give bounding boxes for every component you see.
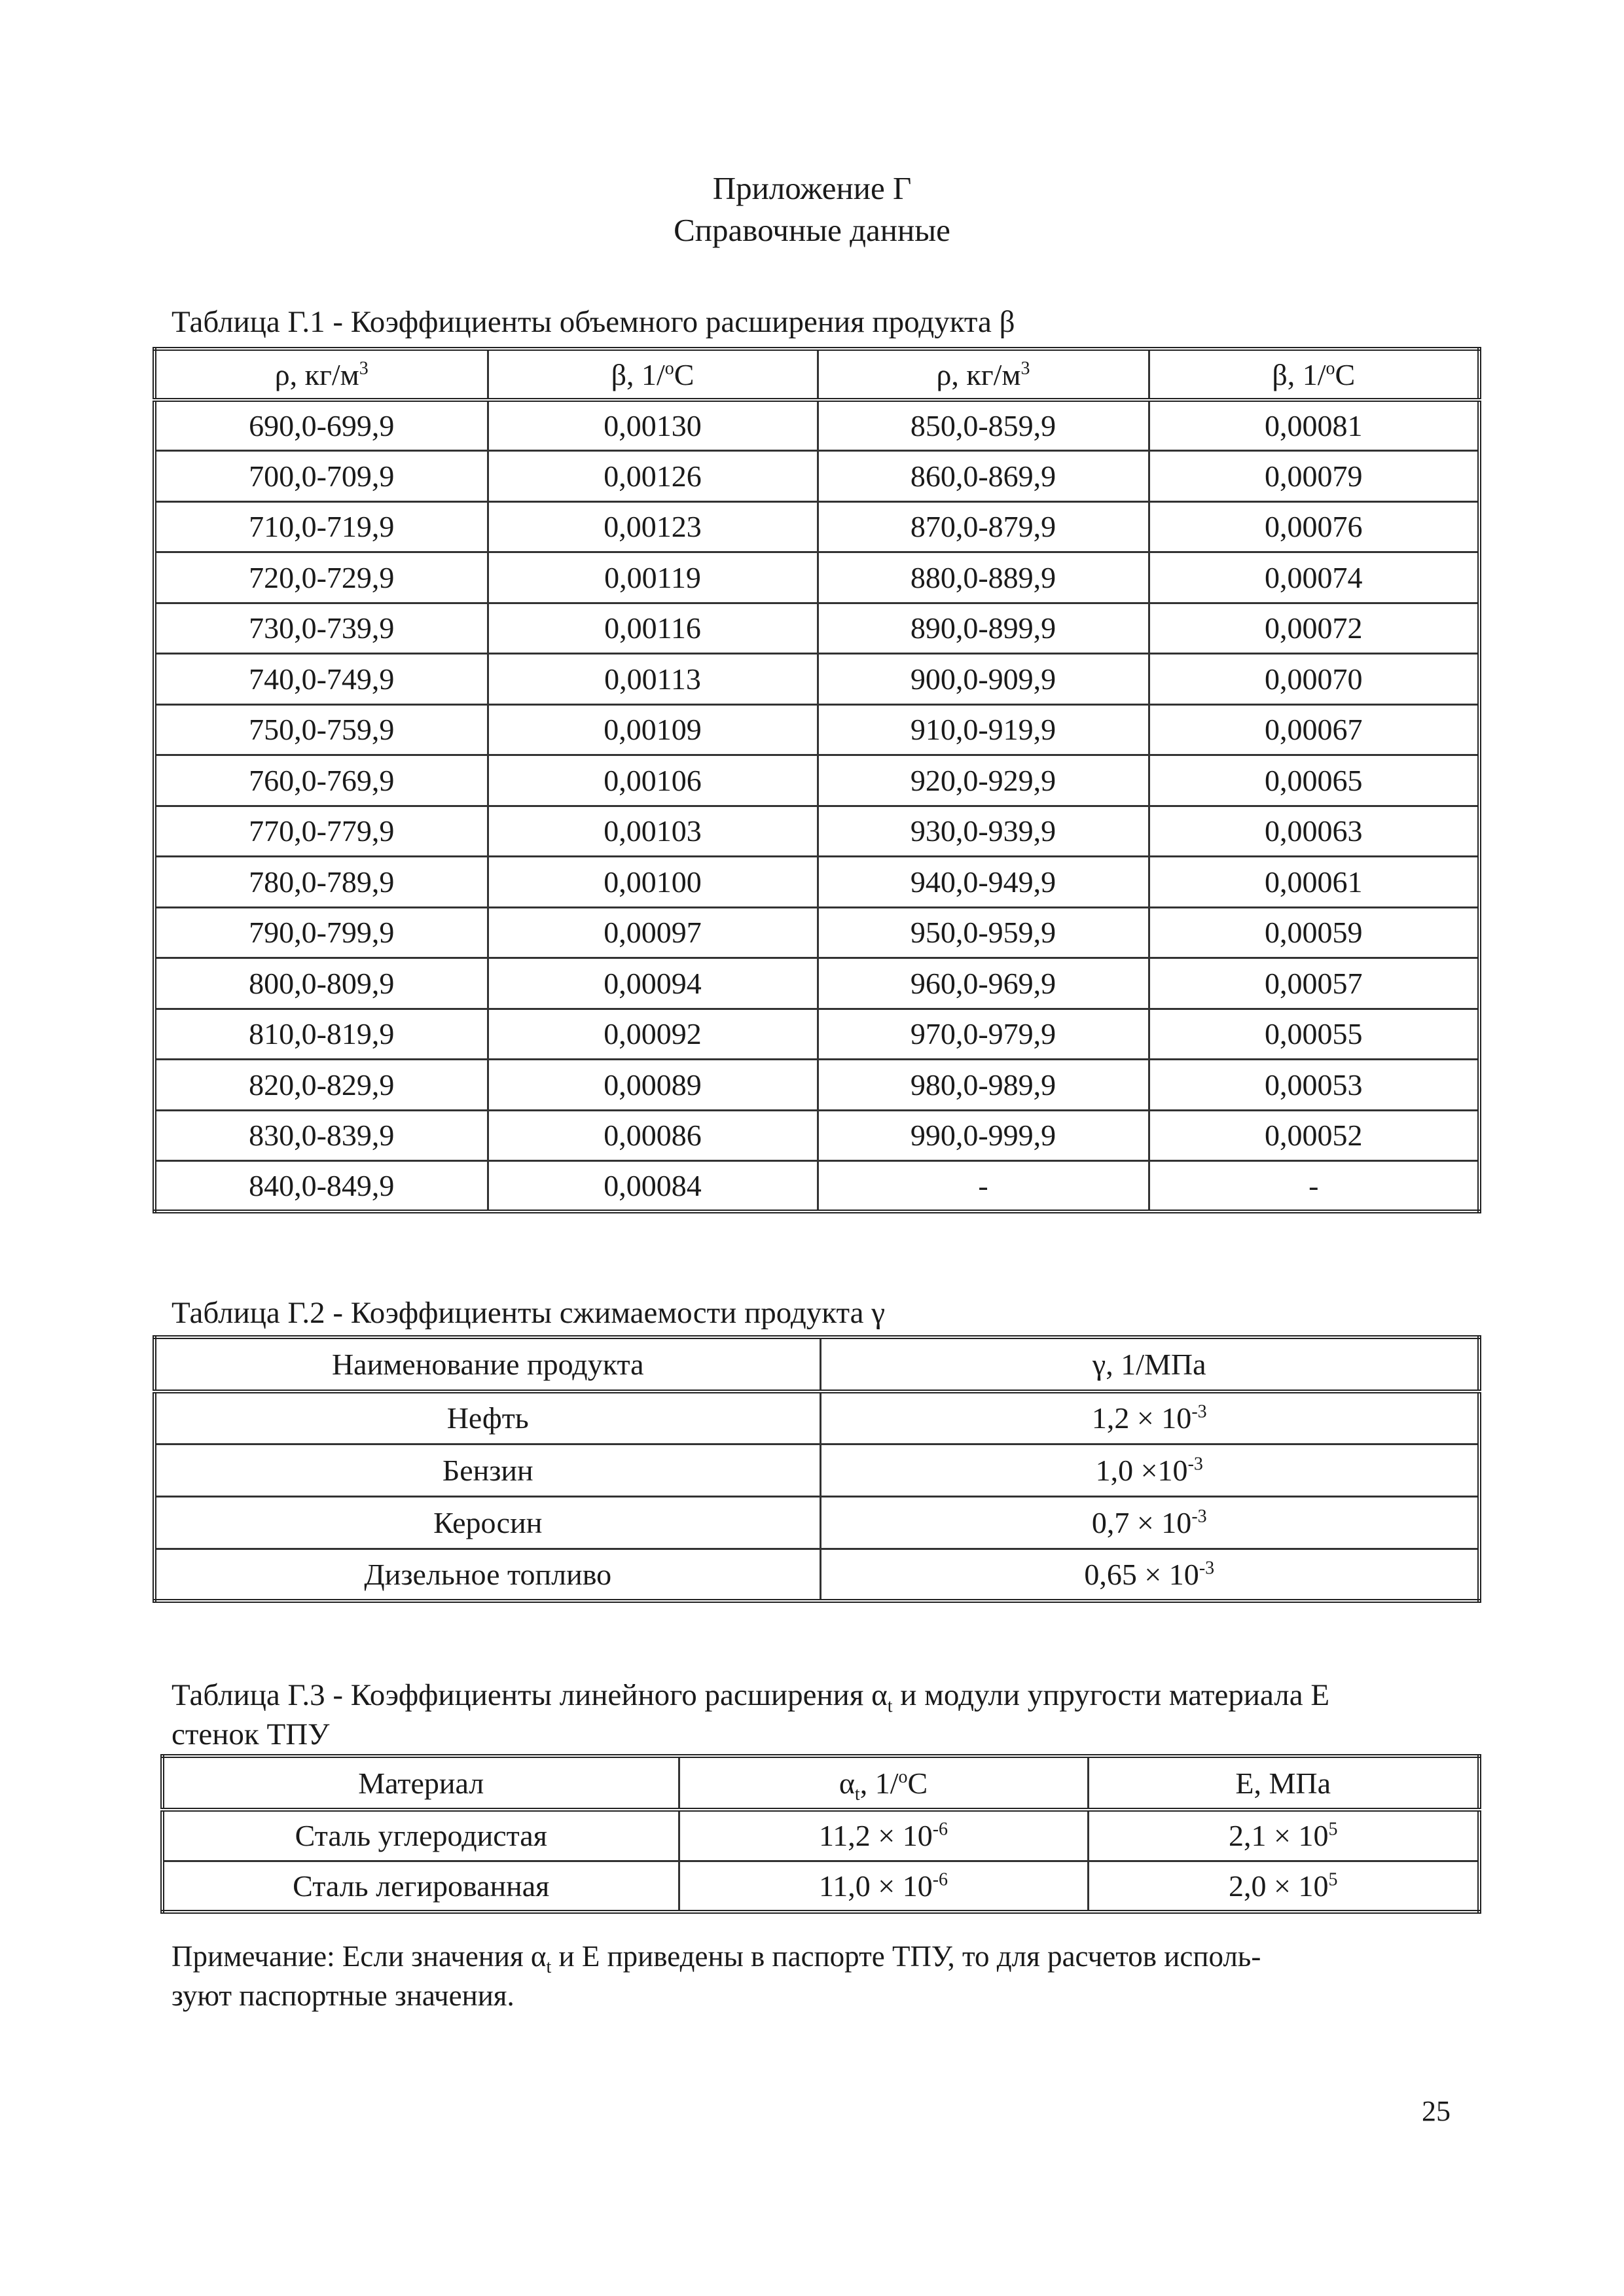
table-row <box>154 1549 1479 1601</box>
table-cell: 0,00103 <box>488 806 818 857</box>
table-cell: 810,0-819,9 <box>154 1009 488 1060</box>
cell-base: ρ, кг/м <box>936 357 1021 391</box>
table-cell: 770,0-779,9 <box>154 806 488 857</box>
table-header-row <box>162 1756 1479 1810</box>
table-row <box>154 1060 1479 1111</box>
cell-sup: -3 <box>1191 1401 1207 1422</box>
table-cell: 0,00067 <box>1149 704 1479 755</box>
table-cell: 0,00119 <box>488 552 818 603</box>
cell-sup: -3 <box>1199 1558 1215 1579</box>
table-cell <box>154 1391 820 1444</box>
table-row <box>154 704 1479 755</box>
table-cell <box>820 1549 1479 1601</box>
table-cell: 0,00116 <box>488 603 818 654</box>
cell-base: Наименование продукта <box>331 1348 644 1381</box>
table-cell: 830,0-839,9 <box>154 1110 488 1161</box>
column-header <box>162 1756 679 1810</box>
table-cell: 860,0-869,9 <box>818 451 1149 502</box>
cell-base: ρ, кг/м <box>274 357 359 391</box>
cell-base: 0,65 × 10 <box>1084 1557 1199 1591</box>
cell-base: 11,2 × 10 <box>818 1819 933 1853</box>
note-sub: t <box>546 1957 552 1977</box>
cell-base: 2,1 × 10 <box>1229 1819 1329 1853</box>
table-cell: 0,00100 <box>488 857 818 908</box>
table-cell: 0,00081 <box>1149 400 1479 451</box>
table-cell <box>820 1496 1479 1549</box>
table-cell: 0,00097 <box>488 907 818 958</box>
cell-tail: C <box>674 357 695 391</box>
cell-sub: t <box>854 1784 860 1804</box>
table-cell: 0,00126 <box>488 451 818 502</box>
table-cell: 820,0-829,9 <box>154 1060 488 1111</box>
table-row <box>154 400 1479 451</box>
table-cell: 970,0-979,9 <box>818 1009 1149 1060</box>
table-cell <box>162 1861 679 1912</box>
table-cell: - <box>818 1161 1149 1212</box>
table-cell: - <box>1149 1161 1479 1212</box>
table-cell: 760,0-769,9 <box>154 755 488 806</box>
page-number: 25 <box>1422 2095 1451 2127</box>
table-cell: 0,00052 <box>1149 1110 1479 1161</box>
table-cell <box>679 1810 1088 1861</box>
table-row <box>154 1391 1479 1444</box>
table-cell: 950,0-959,9 <box>818 907 1149 958</box>
table-cell: 0,00057 <box>1149 958 1479 1009</box>
cell-mid: , 1/ <box>859 1766 899 1800</box>
cell-base: Е, МПа <box>1235 1766 1331 1800</box>
table-row <box>154 654 1479 705</box>
table-cell <box>820 1391 1479 1444</box>
table-cell: 960,0-969,9 <box>818 958 1149 1009</box>
table2 <box>153 1335 1481 1603</box>
table-cell <box>154 1549 820 1601</box>
cell-sup: o <box>1326 358 1335 379</box>
table-cell: 0,00074 <box>1149 552 1479 603</box>
table-cell: 710,0-719,9 <box>154 501 488 552</box>
table-cell: 0,00113 <box>488 654 818 705</box>
table-cell: 940,0-949,9 <box>818 857 1149 908</box>
table-cell: 990,0-999,9 <box>818 1110 1149 1161</box>
table-cell: 0,00079 <box>1149 451 1479 502</box>
column-header <box>820 1337 1479 1391</box>
table-cell: 0,00086 <box>488 1110 818 1161</box>
note-line2: зуют паспортные значения. <box>171 1979 514 2012</box>
table-cell: 920,0-929,9 <box>818 755 1149 806</box>
table-header-row <box>154 1337 1479 1391</box>
cell-base: β, 1/ <box>1272 357 1326 391</box>
table1-caption: Таблица Г.1 - Коэффициенты объемного расширения продукта β <box>171 305 1015 339</box>
table-cell: 790,0-799,9 <box>154 907 488 958</box>
table-cell: 780,0-789,9 <box>154 857 488 908</box>
cell-base: 0,7 × 10 <box>1091 1505 1192 1539</box>
table-row <box>154 755 1479 806</box>
table-cell <box>1088 1861 1479 1912</box>
cell-sup: 3 <box>1020 358 1030 379</box>
cell-sup: 5 <box>1328 1819 1338 1840</box>
table-cell: 890,0-899,9 <box>818 603 1149 654</box>
table-row <box>154 451 1479 502</box>
cell-base: Сталь углеродистая <box>295 1819 547 1853</box>
column-header <box>818 349 1149 400</box>
table-cell: 0,00053 <box>1149 1060 1479 1111</box>
table-cell: 690,0-699,9 <box>154 400 488 451</box>
table-row <box>154 1009 1479 1060</box>
table-cell: 0,00070 <box>1149 654 1479 705</box>
cell-sup: -3 <box>1191 1506 1207 1527</box>
table-cell: 850,0-859,9 <box>818 400 1149 451</box>
table3-caption-sub: t <box>887 1696 893 1717</box>
note-pre: Примечание: Если значения α <box>171 1940 547 1973</box>
cell-tail: C <box>1335 357 1356 391</box>
cell-base: β, 1/ <box>611 357 665 391</box>
table-cell: 0,00109 <box>488 704 818 755</box>
table-cell: 930,0-939,9 <box>818 806 1149 857</box>
table-cell: 730,0-739,9 <box>154 603 488 654</box>
table-row <box>154 603 1479 654</box>
table-row <box>154 1496 1479 1549</box>
table3-caption-line2: стенок ТПУ <box>171 1717 330 1751</box>
table-cell: 0,00130 <box>488 400 818 451</box>
table-cell: 800,0-809,9 <box>154 958 488 1009</box>
appendix-subtitle: Справочные данные <box>674 212 950 248</box>
cell-base: 2,0 × 10 <box>1229 1869 1329 1903</box>
table-cell: 900,0-909,9 <box>818 654 1149 705</box>
table-cell: 0,00094 <box>488 958 818 1009</box>
table-row <box>154 907 1479 958</box>
cell-tail: C <box>907 1766 928 1800</box>
cell-base: 1,2 × 10 <box>1091 1401 1192 1435</box>
cell-base: Бензин <box>442 1453 533 1487</box>
table-cell: 870,0-879,9 <box>818 501 1149 552</box>
table-row <box>154 552 1479 603</box>
table-cell: 750,0-759,9 <box>154 704 488 755</box>
table-cell: 0,00089 <box>488 1060 818 1111</box>
table-row <box>162 1810 1479 1861</box>
cell-base: Материал <box>358 1766 484 1800</box>
cell-sup: o <box>898 1767 908 1787</box>
column-header <box>679 1756 1088 1810</box>
table-cell: 880,0-889,9 <box>818 552 1149 603</box>
table-cell <box>154 1496 820 1549</box>
cell-sup: -6 <box>932 1819 948 1840</box>
table-cell <box>1088 1810 1479 1861</box>
table-cell: 720,0-729,9 <box>154 552 488 603</box>
cell-base: Керосин <box>433 1505 543 1539</box>
cell-base: Сталь легированная <box>293 1869 550 1903</box>
cell-base: Дизельное топливо <box>364 1557 612 1591</box>
table3-caption-pre: Таблица Г.3 - Коэффициенты линейного расширения α <box>171 1678 888 1712</box>
column-header <box>154 1337 820 1391</box>
cell-base: 11,0 × 10 <box>818 1869 933 1903</box>
table-cell: 0,00059 <box>1149 907 1479 958</box>
cell-sup: -6 <box>932 1869 948 1890</box>
cell-sup: 5 <box>1328 1869 1338 1890</box>
note-line1 <box>171 1937 1261 1975</box>
column-header <box>1149 349 1479 400</box>
column-header <box>154 349 488 400</box>
cell-sup: o <box>664 358 674 379</box>
table-cell: 980,0-989,9 <box>818 1060 1149 1111</box>
table-cell: 0,00076 <box>1149 501 1479 552</box>
table-cell: 0,00061 <box>1149 857 1479 908</box>
table-row <box>154 958 1479 1009</box>
cell-base: α <box>839 1766 855 1800</box>
table3 <box>160 1754 1481 1914</box>
note-post: и Е приведены в паспорте ТПУ, то для расчетов исполь- <box>551 1940 1261 1973</box>
cell-base: γ, 1/МПа <box>1092 1348 1206 1381</box>
table-cell <box>162 1810 679 1861</box>
table-cell: 0,00084 <box>488 1161 818 1212</box>
table-row <box>154 1110 1479 1161</box>
table-cell: 0,00055 <box>1149 1009 1479 1060</box>
table-cell: 0,00123 <box>488 501 818 552</box>
table-cell: 910,0-919,9 <box>818 704 1149 755</box>
table-row <box>162 1861 1479 1912</box>
table-row <box>154 857 1479 908</box>
table-cell: 0,00063 <box>1149 806 1479 857</box>
appendix-title: Приложение Г <box>712 170 912 206</box>
table-header-row <box>154 349 1479 400</box>
table-row <box>154 1444 1479 1496</box>
table-row <box>154 806 1479 857</box>
table-row <box>154 501 1479 552</box>
table-cell: 0,00106 <box>488 755 818 806</box>
table2-caption: Таблица Г.2 - Коэффициенты сжимаемости продукта γ <box>171 1296 885 1330</box>
cell-base: 1,0 ×10 <box>1095 1453 1188 1487</box>
table-cell: 0,00092 <box>488 1009 818 1060</box>
column-header <box>488 349 818 400</box>
table-cell: 0,00072 <box>1149 603 1479 654</box>
column-header <box>1088 1756 1479 1810</box>
table-cell <box>820 1444 1479 1496</box>
table-cell <box>679 1861 1088 1912</box>
table1 <box>153 347 1481 1213</box>
table-cell <box>154 1444 820 1496</box>
cell-base: Нефть <box>446 1401 529 1435</box>
table-cell: 840,0-849,9 <box>154 1161 488 1212</box>
table-cell: 0,00065 <box>1149 755 1479 806</box>
table3-caption-line1 <box>171 1677 1330 1717</box>
table-cell: 740,0-749,9 <box>154 654 488 705</box>
cell-sup: -3 <box>1187 1454 1203 1475</box>
table-cell: 700,0-709,9 <box>154 451 488 502</box>
cell-sup: 3 <box>359 358 369 379</box>
table-row <box>154 1161 1479 1212</box>
table3-caption-post: и модули упругости материала Е <box>892 1678 1330 1712</box>
